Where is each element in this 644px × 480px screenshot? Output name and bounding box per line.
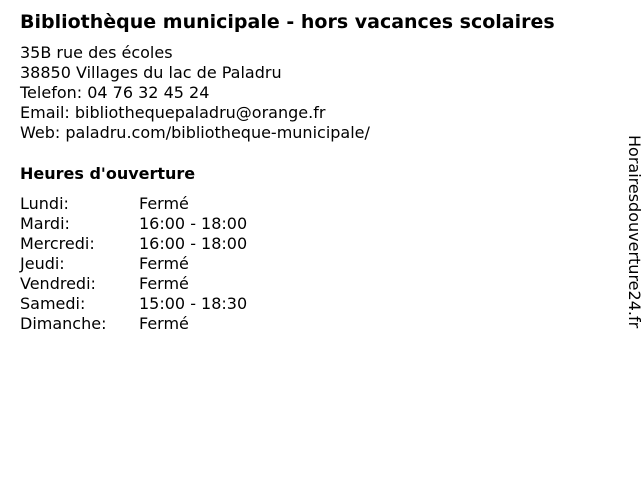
contact-block [20,43,370,143]
day-hours: Fermé [139,314,189,333]
day-hours: 15:00 - 18:30 [139,294,248,313]
email-address: Email: bibliothequepaladru@orange.fr [20,103,326,122]
website-url: Web: paladru.com/bibliotheque-municipale/ [20,123,370,142]
address-city: 38850 Villages du lac de Paladru [20,63,282,82]
address-street: 35B rue des écoles [20,43,173,62]
day-hours: Fermé [139,254,189,273]
day-label: Lundi: [20,194,69,213]
day-label: Mardi: [20,214,70,233]
day-label: Mercredi: [20,234,95,253]
site-watermark: Horairesdouverture24.fr [625,135,644,329]
page-title: Bibliothèque municipale - hors vacances scolaires [20,11,555,33]
day-label: Vendredi: [20,274,96,293]
day-hours: 16:00 - 18:00 [139,234,248,253]
day-label: Samedi: [20,294,86,313]
opening-hours-heading: Heures d'ouverture [20,164,196,183]
day-hours: Fermé [139,274,189,293]
phone-number: Telefon: 04 76 32 45 24 [20,83,210,102]
day-label: Dimanche: [20,314,107,333]
day-hours: Fermé [139,194,189,213]
day-label: Jeudi: [20,254,65,273]
day-hours: 16:00 - 18:00 [139,214,248,233]
